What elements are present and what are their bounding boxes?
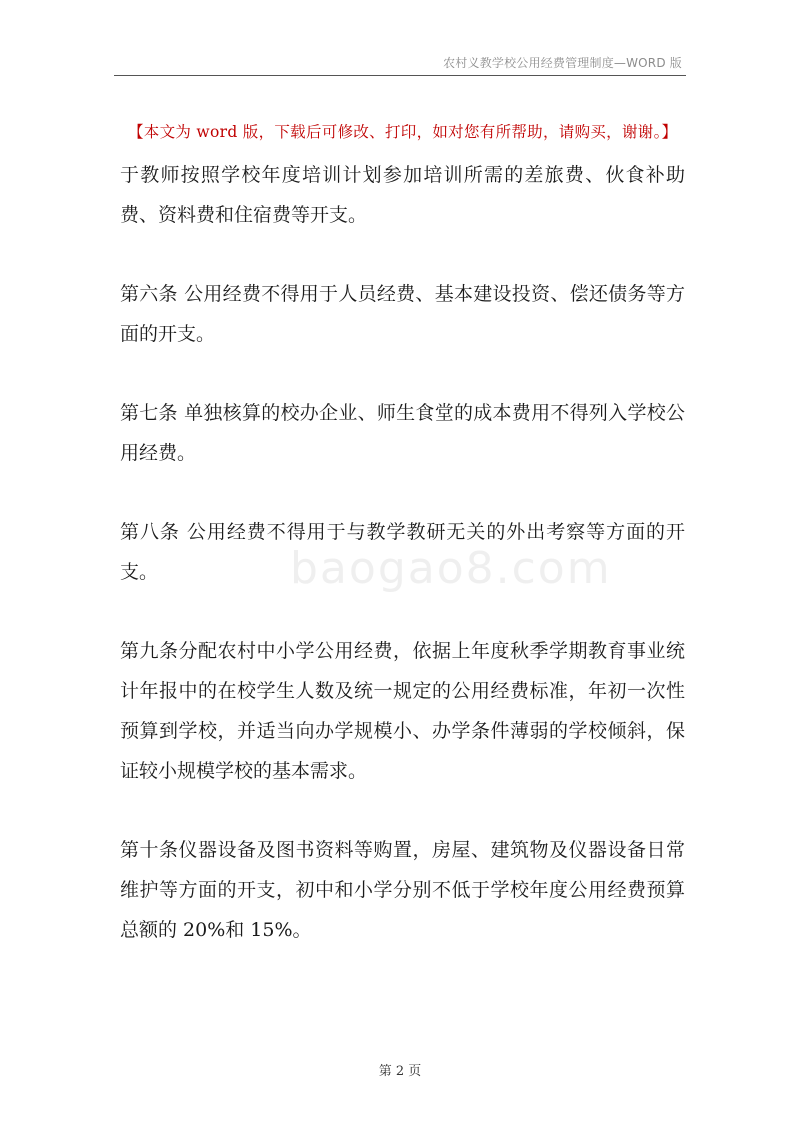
paragraph-article-10: 第十条仪器设备及图书资料等购置，房屋、建筑物及仪器设备日常维护等方面的开支，初中和小学分别不低于学校年度公用经费预算总额的 20%和 15%。 <box>120 839 685 941</box>
paragraph-article-6: 第六条 公用经费不得用于人员经费、基本建设投资、偿还债务等方面的开支。 <box>120 283 685 345</box>
paragraph-article-7: 第七条 单独核算的校办企业、师生食堂的成本费用不得列入学校公用经费。 <box>120 402 685 464</box>
document-body <box>120 155 685 950</box>
paragraph-article-9: 第九条分配农村中小学公用经费，依据上年度秋季学期教育事业统计年报中的在校学生人数及统一规定的公用经费标准，年初一次性预算到学校，并适当向办学规模小、办学条件薄弱的学校倾斜，保证较小规模学校的基本需求。 <box>120 640 685 782</box>
document-header-title: 农村义教学校公用经费管理制度—WORD 版 <box>443 56 682 70</box>
watermark: baogao8.com <box>290 543 612 594</box>
paragraph-article-8: 第八条 公用经费不得用于与教学教研无关的外出考察等方面的开支。 <box>120 521 685 583</box>
download-notice: 【本文为 word 版，下载后可修改、打印，如对您有所帮助，请购买，谢谢。】 <box>128 123 678 141</box>
header-divider <box>114 75 686 76</box>
paragraph-continuation: 于教师按照学校年度培训计划参加培训所需的差旅费、伙食补助费、资料费和住宿费等开支。 <box>120 164 685 226</box>
page-number: 第 2 页 <box>378 1064 422 1079</box>
